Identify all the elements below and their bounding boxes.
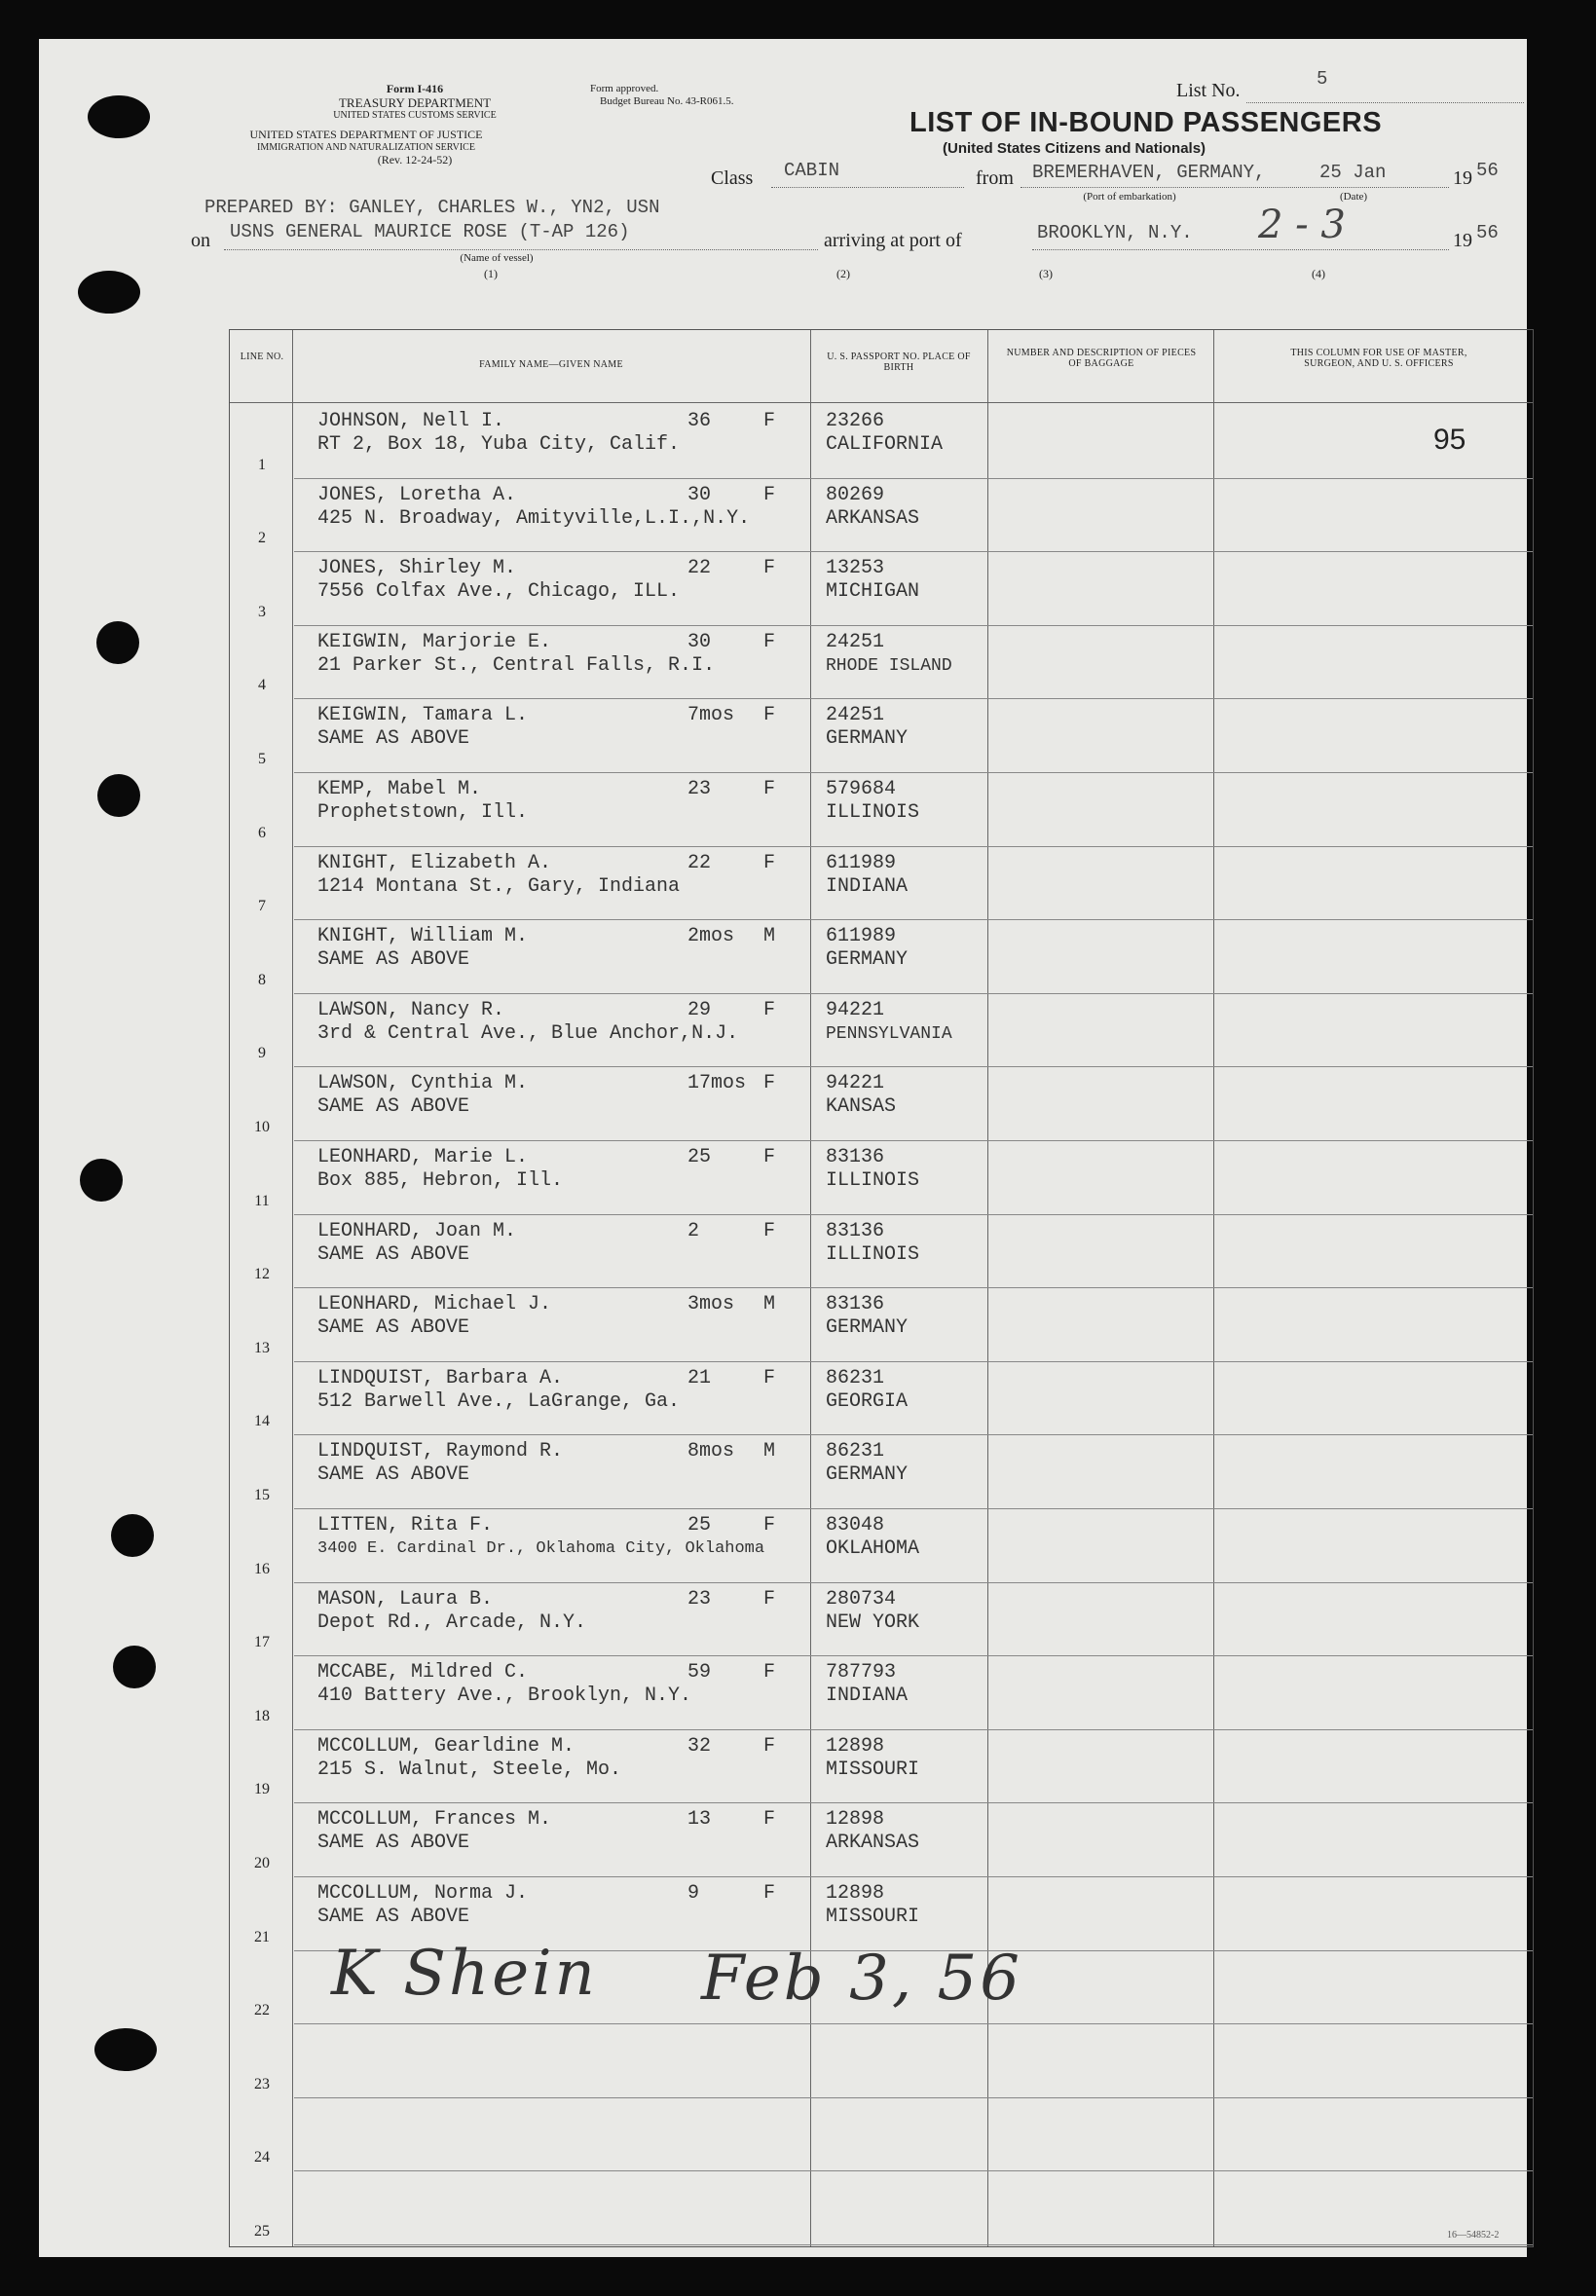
passenger-name: LINDQUIST, Raymond R. bbox=[317, 1440, 564, 1463]
passenger-name: KEIGWIN, Marjorie E. bbox=[317, 630, 552, 653]
place-of-birth: ARKANSAS bbox=[826, 506, 920, 530]
arrival-year-prefix: 19 bbox=[1453, 230, 1472, 251]
passport-number: 83136 bbox=[826, 1146, 885, 1168]
passenger-address: Prophetstown, Ill. bbox=[317, 801, 529, 824]
passport-number: 94221 bbox=[826, 998, 885, 1021]
line-number: 4 bbox=[258, 677, 266, 694]
row-divider bbox=[294, 1876, 1533, 1877]
list-no-label: List No. bbox=[1176, 80, 1241, 101]
passenger-name: MCCOLLUM, Gearldine M. bbox=[317, 1734, 575, 1758]
vessel-name: USNS GENERAL MAURICE ROSE (T-AP 126) bbox=[230, 221, 630, 242]
passport-number: 611989 bbox=[826, 851, 897, 874]
line-number: 8 bbox=[258, 971, 266, 988]
passenger-sex: F bbox=[763, 998, 776, 1021]
row-divider bbox=[294, 1066, 1533, 1067]
officer-signature: K Shein bbox=[331, 1938, 598, 2010]
binder-hole bbox=[94, 2028, 157, 2071]
passenger-sex: F bbox=[763, 1146, 776, 1168]
arrival-year: 56 bbox=[1476, 222, 1499, 243]
passport-number: 12898 bbox=[826, 1882, 885, 1905]
passenger-name: LEONHARD, Joan M. bbox=[317, 1219, 517, 1242]
binder-hole bbox=[80, 1159, 123, 1202]
row-divider bbox=[294, 478, 1533, 479]
passenger-age: 8mos bbox=[687, 1440, 735, 1463]
row-divider bbox=[294, 1140, 1533, 1141]
vessel-caption: (Name of vessel) bbox=[460, 252, 534, 264]
passenger-name: JOHNSON, Nell I. bbox=[317, 410, 505, 432]
line-number: 25 bbox=[254, 2223, 270, 2240]
passenger-address: 7556 Colfax Ave., Chicago, ILL. bbox=[317, 580, 681, 604]
class-label: Class bbox=[711, 167, 754, 189]
passport-number: 611989 bbox=[826, 925, 897, 948]
line-number: 23 bbox=[254, 2075, 270, 2092]
place-of-birth: INDIANA bbox=[826, 1685, 909, 1708]
treasury-department: TREASURY DEPARTMENT bbox=[338, 95, 492, 110]
passenger-address: SAME AS ABOVE bbox=[317, 1242, 470, 1266]
passenger-sex: F bbox=[763, 630, 776, 653]
passenger-address: RT 2, Box 18, Yuba City, Calif. bbox=[317, 433, 681, 456]
passenger-name: LINDQUIST, Barbara A. bbox=[317, 1366, 564, 1389]
passport-number: 24251 bbox=[826, 704, 885, 727]
immigration-service: IMMIGRATION AND NATURALIZATION SERVICE bbox=[257, 142, 475, 153]
budget-bureau: Budget Bureau No. 43-R061.5. bbox=[600, 95, 734, 107]
passenger-sex: F bbox=[763, 1587, 776, 1611]
passenger-age: 30 bbox=[687, 630, 712, 653]
line-number: 22 bbox=[254, 2002, 270, 2019]
passenger-name: MASON, Laura B. bbox=[317, 1587, 494, 1611]
place-of-birth: GERMANY bbox=[826, 1463, 909, 1487]
place-of-birth: CALIFORNIA bbox=[826, 433, 944, 456]
line-number: 16 bbox=[254, 1560, 270, 1577]
form-title: LIST OF IN-BOUND PASSENGERS bbox=[909, 107, 1383, 138]
passenger-address: SAME AS ABOVE bbox=[317, 1316, 470, 1340]
col-header-line-no: LINE NO. bbox=[240, 352, 284, 362]
port-of-arrival: BROOKLYN, N.Y. bbox=[1037, 222, 1193, 243]
line-number: 1 bbox=[258, 456, 266, 473]
passenger-age: 13 bbox=[687, 1808, 712, 1832]
col-header-passport: U. S. PASSPORT NO. PLACE OF BIRTH bbox=[827, 352, 971, 373]
passenger-age: 25 bbox=[687, 1514, 712, 1537]
form-number: Form I-416 bbox=[386, 82, 444, 95]
line-number: 6 bbox=[258, 824, 266, 841]
place-of-birth: KANSAS bbox=[826, 1095, 897, 1119]
passenger-address: SAME AS ABOVE bbox=[317, 727, 470, 751]
passenger-name: LEONHARD, Marie L. bbox=[317, 1146, 529, 1168]
passenger-age: 23 bbox=[687, 778, 712, 800]
prepared-by: PREPARED BY: GANLEY, CHARLES W., YN2, USN bbox=[204, 197, 660, 218]
place-of-birth: NEW YORK bbox=[826, 1611, 920, 1634]
passenger-age: 22 bbox=[687, 851, 712, 874]
row-divider bbox=[294, 698, 1533, 699]
column-ref-2: (2) bbox=[836, 267, 850, 280]
line-number: 24 bbox=[254, 2149, 270, 2166]
passenger-name: KNIGHT, William M. bbox=[317, 925, 529, 948]
line-number: 5 bbox=[258, 751, 266, 767]
place-of-birth: ILLINOIS bbox=[826, 1169, 920, 1192]
passenger-name: JONES, Shirley M. bbox=[317, 557, 517, 580]
row-divider bbox=[294, 2023, 1533, 2024]
passenger-sex: F bbox=[763, 1808, 776, 1832]
passenger-age: 59 bbox=[687, 1661, 712, 1685]
passenger-name: JONES, Loretha A. bbox=[317, 483, 517, 506]
port-embark-underline bbox=[1021, 187, 1449, 188]
col-header-name: FAMILY NAME—GIVEN NAME bbox=[479, 359, 623, 370]
passenger-age: 21 bbox=[687, 1366, 712, 1389]
place-of-birth: RHODE ISLAND bbox=[826, 655, 952, 676]
column-ref-1: (1) bbox=[484, 267, 498, 280]
passport-number: 80269 bbox=[826, 483, 885, 506]
date-caption: (Date) bbox=[1339, 191, 1368, 203]
passenger-address: Box 885, Hebron, Ill. bbox=[317, 1169, 564, 1192]
passenger-age: 30 bbox=[687, 483, 712, 506]
passenger-address: SAME AS ABOVE bbox=[317, 948, 470, 972]
row-divider bbox=[294, 625, 1533, 626]
passport-number: 24251 bbox=[826, 630, 885, 653]
passenger-name: LAWSON, Nancy R. bbox=[317, 998, 505, 1021]
passenger-sex: M bbox=[763, 1293, 776, 1316]
column-ref-3: (3) bbox=[1039, 267, 1053, 280]
line-number: 12 bbox=[254, 1266, 270, 1283]
line-number: 2 bbox=[258, 530, 266, 547]
binder-hole bbox=[96, 621, 139, 664]
passenger-sex: F bbox=[763, 483, 776, 506]
row-divider bbox=[294, 1729, 1533, 1730]
passenger-sex: F bbox=[763, 778, 776, 800]
revision-date: (Rev. 12-24-52) bbox=[377, 153, 453, 167]
passenger-address: 3rd & Central Ave., Blue Anchor,N.J. bbox=[317, 1021, 739, 1045]
embarkation-date: 25 Jan bbox=[1319, 162, 1387, 183]
line-number: 7 bbox=[258, 898, 266, 915]
row-divider bbox=[294, 846, 1533, 847]
arrival-underline bbox=[1032, 249, 1449, 250]
line-number: 10 bbox=[254, 1119, 270, 1135]
place-of-birth: PENNSYLVANIA bbox=[826, 1023, 952, 1044]
passenger-age: 17mos bbox=[687, 1072, 747, 1095]
binder-hole bbox=[88, 95, 150, 138]
row-divider bbox=[294, 1434, 1533, 1435]
passport-number: 579684 bbox=[826, 778, 897, 800]
passenger-address: SAME AS ABOVE bbox=[317, 1906, 470, 1928]
footer-code: 16—54852-2 bbox=[1447, 2230, 1500, 2240]
row-divider bbox=[294, 1361, 1533, 1362]
passenger-sex: F bbox=[763, 1882, 776, 1905]
year-prefix: 19 bbox=[1453, 167, 1472, 189]
binder-hole bbox=[113, 1646, 156, 1688]
passenger-sex: F bbox=[763, 557, 776, 580]
list-no-value: 5 bbox=[1317, 68, 1328, 90]
passenger-sex: F bbox=[763, 1514, 776, 1537]
passenger-address: SAME AS ABOVE bbox=[317, 1832, 470, 1855]
row-divider bbox=[294, 993, 1533, 994]
passenger-address: SAME AS ABOVE bbox=[317, 1463, 470, 1487]
line-number: 15 bbox=[254, 1487, 270, 1503]
place-of-birth: ILLINOIS bbox=[826, 801, 920, 824]
line-number: 19 bbox=[254, 1781, 270, 1798]
passport-number: 83136 bbox=[826, 1219, 885, 1242]
passport-number: 12898 bbox=[826, 1734, 885, 1758]
passenger-name: KEMP, Mabel M. bbox=[317, 778, 482, 800]
passenger-age: 2 bbox=[687, 1219, 700, 1242]
passenger-name: MCCOLLUM, Norma J. bbox=[317, 1882, 529, 1905]
row-divider bbox=[294, 1508, 1533, 1509]
passport-number: 12898 bbox=[826, 1808, 885, 1832]
line-number: 20 bbox=[254, 1855, 270, 1871]
column-ref-4: (4) bbox=[1312, 267, 1325, 280]
place-of-birth: INDIANA bbox=[826, 874, 909, 898]
passenger-age: 25 bbox=[687, 1146, 712, 1168]
passenger-address: 215 S. Walnut, Steele, Mo. bbox=[317, 1758, 622, 1781]
row-divider bbox=[294, 2097, 1533, 2098]
passenger-age: 2mos bbox=[687, 925, 735, 948]
row-divider bbox=[294, 1287, 1533, 1288]
passenger-age: 22 bbox=[687, 557, 712, 580]
port-of-embarkation: BREMERHAVEN, GERMANY, bbox=[1032, 162, 1266, 183]
line-number: 21 bbox=[254, 1928, 270, 1945]
arriving-label: arriving at port of bbox=[824, 230, 962, 251]
passport-number: 94221 bbox=[826, 1072, 885, 1095]
place-of-birth: ILLINOIS bbox=[826, 1242, 920, 1266]
row-divider bbox=[294, 2244, 1533, 2245]
line-number: 3 bbox=[258, 603, 266, 620]
passenger-sex: F bbox=[763, 851, 776, 874]
passenger-sex: F bbox=[763, 1661, 776, 1685]
list-no-underline bbox=[1246, 102, 1524, 103]
place-of-birth: OKLAHOMA bbox=[826, 1537, 920, 1560]
row-divider bbox=[294, 2170, 1533, 2171]
passenger-sex: M bbox=[763, 925, 776, 948]
on-label: on bbox=[191, 230, 210, 251]
place-of-birth: ARKANSAS bbox=[826, 1832, 920, 1855]
passenger-sex: M bbox=[763, 1440, 776, 1463]
passenger-age: 32 bbox=[687, 1734, 712, 1758]
vessel-underline bbox=[224, 249, 818, 250]
passenger-name: MCCABE, Mildred C. bbox=[317, 1661, 529, 1685]
place-of-birth: MICHIGAN bbox=[826, 580, 920, 604]
passenger-name: LAWSON, Cynthia M. bbox=[317, 1072, 529, 1095]
department-of-justice: UNITED STATES DEPARTMENT OF JUSTICE bbox=[249, 128, 483, 141]
row-divider bbox=[294, 919, 1533, 920]
passenger-address: 3400 E. Cardinal Dr., Oklahoma City, Oklahoma bbox=[317, 1539, 765, 1558]
passenger-name: MCCOLLUM, Frances M. bbox=[317, 1808, 552, 1832]
row-divider bbox=[294, 551, 1533, 552]
passport-number: 86231 bbox=[826, 1440, 885, 1463]
passport-number: 13253 bbox=[826, 557, 885, 580]
passport-number: 280734 bbox=[826, 1587, 897, 1611]
line-number: 17 bbox=[254, 1634, 270, 1651]
from-label: from bbox=[976, 167, 1014, 189]
line-number: 9 bbox=[258, 1045, 266, 1062]
passenger-address: 512 Barwell Ave., LaGrange, Ga. bbox=[317, 1389, 681, 1413]
passenger-sex: F bbox=[763, 1734, 776, 1758]
passenger-name: LEONHARD, Michael J. bbox=[317, 1293, 552, 1316]
signature-date: Feb 3, 56 bbox=[701, 1943, 1022, 2015]
place-of-birth: MISSOURI bbox=[826, 1758, 920, 1781]
passenger-sex: F bbox=[763, 1219, 776, 1242]
passenger-sex: F bbox=[763, 410, 776, 432]
passenger-address: 1214 Montana St., Gary, Indiana bbox=[317, 874, 681, 898]
passenger-age: 23 bbox=[687, 1587, 712, 1611]
passport-number: 787793 bbox=[826, 1661, 897, 1685]
line-number: 13 bbox=[254, 1339, 270, 1356]
binder-hole bbox=[97, 774, 140, 817]
passport-number: 23266 bbox=[826, 410, 885, 432]
passenger-sex: F bbox=[763, 1366, 776, 1389]
passenger-name: KEIGWIN, Tamara L. bbox=[317, 704, 529, 727]
place-of-birth: GEORGIA bbox=[826, 1389, 909, 1413]
place-of-birth: GERMANY bbox=[826, 948, 909, 972]
binder-hole bbox=[111, 1514, 154, 1557]
arrival-date: 2 - 3 bbox=[1258, 203, 1346, 247]
passenger-age: 29 bbox=[687, 998, 712, 1021]
binder-hole bbox=[78, 271, 140, 314]
place-of-birth: GERMANY bbox=[826, 1316, 909, 1340]
passenger-age: 7mos bbox=[687, 704, 735, 727]
passenger-sex: F bbox=[763, 1072, 776, 1095]
line-number: 14 bbox=[254, 1413, 270, 1430]
class-underline bbox=[771, 187, 964, 188]
passport-number: 86231 bbox=[826, 1366, 885, 1389]
form-approved: Form approved. bbox=[590, 83, 659, 94]
passenger-sex: F bbox=[763, 704, 776, 727]
passenger-age: 9 bbox=[687, 1882, 700, 1905]
officer-mark: 95 bbox=[1433, 424, 1466, 456]
passenger-name: LITTEN, Rita F. bbox=[317, 1514, 494, 1537]
row-divider bbox=[294, 1655, 1533, 1656]
place-of-birth: MISSOURI bbox=[826, 1906, 920, 1928]
place-of-birth: GERMANY bbox=[826, 727, 909, 751]
passenger-address: 410 Battery Ave., Brooklyn, N.Y. bbox=[317, 1685, 692, 1708]
col-header-officers: THIS COLUMN FOR USE OF MASTER, SURGEON, AND U. S. OFFICERS bbox=[1290, 348, 1467, 369]
passenger-address: Depot Rd., Arcade, N.Y. bbox=[317, 1611, 587, 1634]
row-divider bbox=[294, 1214, 1533, 1215]
embarkation-year: 56 bbox=[1476, 160, 1499, 181]
customs-service: UNITED STATES CUSTOMS SERVICE bbox=[333, 110, 497, 121]
form-subtitle: (United States Citizens and Nationals) bbox=[943, 140, 1206, 157]
passenger-age: 3mos bbox=[687, 1293, 735, 1316]
row-divider bbox=[294, 772, 1533, 773]
passport-number: 83136 bbox=[826, 1293, 885, 1316]
row-divider bbox=[294, 1802, 1533, 1803]
passenger-address: 425 N. Broadway, Amityville,L.I.,N.Y. bbox=[317, 506, 751, 530]
port-embark-caption: (Port of embarkation) bbox=[1083, 191, 1176, 203]
passenger-age: 36 bbox=[687, 410, 712, 432]
passenger-address: SAME AS ABOVE bbox=[317, 1095, 470, 1119]
form-page bbox=[39, 39, 1527, 2257]
line-number: 11 bbox=[254, 1192, 270, 1209]
line-number: 18 bbox=[254, 1707, 270, 1724]
passenger-name: KNIGHT, Elizabeth A. bbox=[317, 851, 552, 874]
passport-number: 83048 bbox=[826, 1514, 885, 1537]
row-divider bbox=[294, 1582, 1533, 1583]
class-value: CABIN bbox=[784, 160, 840, 181]
col-header-baggage: NUMBER AND DESCRIPTION OF PIECES OF BAGGAGE bbox=[1006, 348, 1197, 369]
passenger-address: 21 Parker St., Central Falls, R.I. bbox=[317, 653, 716, 677]
